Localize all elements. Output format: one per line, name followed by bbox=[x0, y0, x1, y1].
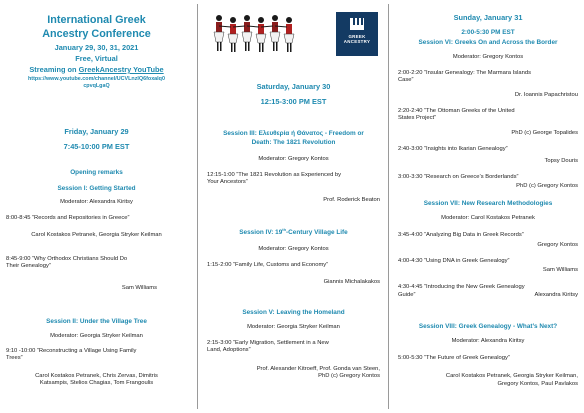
session-8-speakers-line1: Carol Kostakos Petranek, Georgia Stryker Keilman, bbox=[445, 373, 578, 379]
sunday-time: 2:00-5:30 PM EST bbox=[461, 29, 515, 36]
session-4-title-sup: th bbox=[282, 226, 287, 232]
session-7-talk-2-speaker: Sam Williams bbox=[542, 267, 578, 273]
session-6-moderator: Moderator: Gregory Kontos bbox=[452, 54, 524, 60]
session-1-talk-1: 8:00-8:45 “Records and Repositories in Greece” bbox=[6, 215, 130, 221]
saturday-day: Saturday, January 30 bbox=[256, 82, 331, 91]
session-2-speakers-line2: Katsampis, Stelios Chagias, Tom Frangoulis bbox=[39, 380, 154, 386]
session-3-talk-1-line2: Your Ancestors” bbox=[207, 179, 248, 185]
youtube-url-line2[interactable]: cpvqLgaQ bbox=[83, 83, 110, 89]
session-1-moderator: Moderator: Alexandra Kiritsy bbox=[60, 199, 133, 205]
conference-title-line1: International Greek bbox=[47, 14, 146, 26]
youtube-link[interactable]: GreekAncestry YouTube bbox=[78, 65, 164, 74]
session-7-moderator: Moderator: Carol Kostakos Petranek bbox=[441, 215, 535, 221]
session-7-talk-3-line1: 4:30-4:45 “Introducing the New Greek Genealogy bbox=[398, 284, 525, 290]
youtube-url-line1[interactable]: https://www.youtube.com/channel/UCVLnzIQ6foxaIq0 bbox=[28, 76, 165, 82]
session-6-talk-3: 2:40-3:00 “Insights into Ikarian Genealogy” bbox=[398, 146, 508, 152]
session-3-speaker: Prof. Roderick Beaton bbox=[323, 197, 380, 203]
session-3-moderator: Moderator: Gregory Kontos bbox=[258, 156, 329, 162]
sunday-day: Sunday, January 31 bbox=[453, 13, 523, 22]
column-friday bbox=[0, 0, 193, 413]
session-2-speakers-line1: Carol Kostakos Petranek, Chris Zervas, Dimitris bbox=[35, 373, 158, 379]
session-6-talk-2-line2: States Project” bbox=[398, 115, 437, 121]
session-4-title bbox=[201, 226, 386, 237]
session-6-talk-1-line2: Case” bbox=[398, 77, 414, 83]
session-4-title-pre: Session IV: 19 bbox=[239, 229, 283, 236]
session-3-title-line1: Session III: Ελευθερία ή Θάνατος - Freedom or bbox=[223, 130, 364, 137]
session-7-talk-3-speaker: Alexandra Kiritsy bbox=[534, 292, 578, 298]
session-5-talk-1-line1: 2:15-3:00 “Early Migration, Settlement in a New bbox=[207, 340, 329, 346]
session-6-talk-1-line1: 2:00-2:20 “Insular Genealogy: The Marmara Islands bbox=[398, 70, 531, 76]
session-6-talk-2-speaker: PhD (c) George Topalides bbox=[511, 130, 578, 136]
column-sunday bbox=[392, 0, 584, 413]
session-1-talk-1-speakers: Carol Kostakos Petranek, Georgia Stryker Keilman bbox=[31, 232, 162, 238]
session-6-title: Session VI: Greeks On and Across the Border bbox=[418, 39, 558, 46]
session-1-talk-2-line2: Their Genealogy” bbox=[6, 263, 51, 269]
session-3-title-line2: Death: The 1821 Revolution bbox=[251, 139, 336, 146]
session-6-talk-3-speaker: Topsy Douris bbox=[544, 158, 578, 164]
greek-dancers-illustration bbox=[209, 12, 301, 54]
session-6-talk-1-speaker: Dr. Ioannis Papachristou bbox=[514, 92, 578, 98]
session-4-moderator: Moderator: Gregory Kontos bbox=[258, 246, 329, 252]
streaming-line bbox=[0, 65, 193, 74]
session-4-speaker: Giannis Michalakakos bbox=[323, 279, 380, 285]
session-8-moderator: Moderator: Alexandra Kiritsy bbox=[451, 338, 525, 344]
logo-text: GREEK ANCESTRY bbox=[343, 34, 371, 44]
conference-title-line2: Ancestry Conference bbox=[42, 28, 151, 40]
session-4-talk-1: 1:15-2:00 “Family Life, Customs and Economy” bbox=[207, 262, 329, 268]
session-7-title: Session VII: New Research Methodologies bbox=[423, 200, 553, 207]
session-5-title: Session V: Leaving the Homeland bbox=[242, 309, 345, 316]
conference-dates: January 29, 30, 31, 2021 bbox=[54, 43, 139, 52]
column-saturday bbox=[201, 0, 386, 413]
saturday-time: 12:15-3:00 PM EST bbox=[260, 97, 327, 106]
opening-remarks: Opening remarks bbox=[70, 169, 123, 176]
session-7-talk-3-line2: Guide” bbox=[398, 292, 416, 298]
session-5-speakers-line1: Prof. Alexander Kitroeff, Prof. Gonda van Steen, bbox=[256, 366, 380, 372]
session-5-moderator: Moderator: Georgia Stryker Keilman bbox=[247, 324, 340, 330]
column-divider-right bbox=[388, 4, 389, 409]
session-6-talk-4: 3:00-3:30 “Research on Greece’s Borderlands” bbox=[398, 174, 519, 180]
session-8-title: Session VIII: Greek Genealogy - What’s Next? bbox=[418, 323, 558, 330]
greek-ancestry-logo bbox=[336, 12, 378, 56]
session-5-talk-1-line2: Land, Adoptions” bbox=[207, 347, 251, 353]
column-divider-left bbox=[197, 4, 198, 409]
session-2-title: Session II: Under the Village Tree bbox=[46, 318, 147, 325]
session-6-talk-2-line1: 2:20-2:40 “The Ottoman Greeks of the United bbox=[398, 108, 515, 114]
session-4-title-post: -Century Village Life bbox=[286, 229, 348, 236]
session-3-talk-1-line1: 12:15-1:00 “The 1821 Revolution as Experienced by bbox=[207, 172, 342, 178]
session-7-talk-1: 3:45-4:00 “Analyzing Big Data in Greek Records” bbox=[398, 232, 524, 238]
streaming-label: Streaming on bbox=[29, 65, 79, 74]
conference-format: Free, Virtual bbox=[75, 54, 118, 63]
session-5-speakers-line2: PhD (c) Gregory Kontos bbox=[318, 373, 380, 379]
session-7-talk-1-speaker: Gregory Kontos bbox=[537, 242, 578, 248]
session-1-talk-2-speaker: Sam Williams bbox=[121, 285, 157, 291]
session-6-talk-4-speaker: PhD (c) Gregory Kontos bbox=[516, 183, 578, 189]
session-1-title: Session I: Getting Started bbox=[57, 185, 136, 192]
session-8-talk-1: 5:00-5:30 “The Future of Greek Genealogy” bbox=[398, 355, 510, 361]
friday-day: Friday, January 29 bbox=[64, 127, 129, 136]
session-8-speakers-line2: Gregory Kontos, Paul Pavlakos bbox=[497, 381, 578, 387]
session-2-moderator: Moderator: Georgia Stryker Keilman bbox=[50, 333, 143, 339]
session-2-talk-1-line1: 9:10 -10:00 “Reconstructing a Village Using Family bbox=[6, 348, 137, 354]
session-7-talk-2: 4:00-4:30 “Using DNA in Greek Genealogy” bbox=[398, 258, 510, 264]
session-2-talk-1-line2: Trees” bbox=[6, 355, 23, 361]
session-1-talk-2-line1: 8:45-9:00 “Why Orthodox Christians Should Do bbox=[6, 256, 128, 262]
friday-time: 7:45-10:00 PM EST bbox=[63, 142, 130, 151]
